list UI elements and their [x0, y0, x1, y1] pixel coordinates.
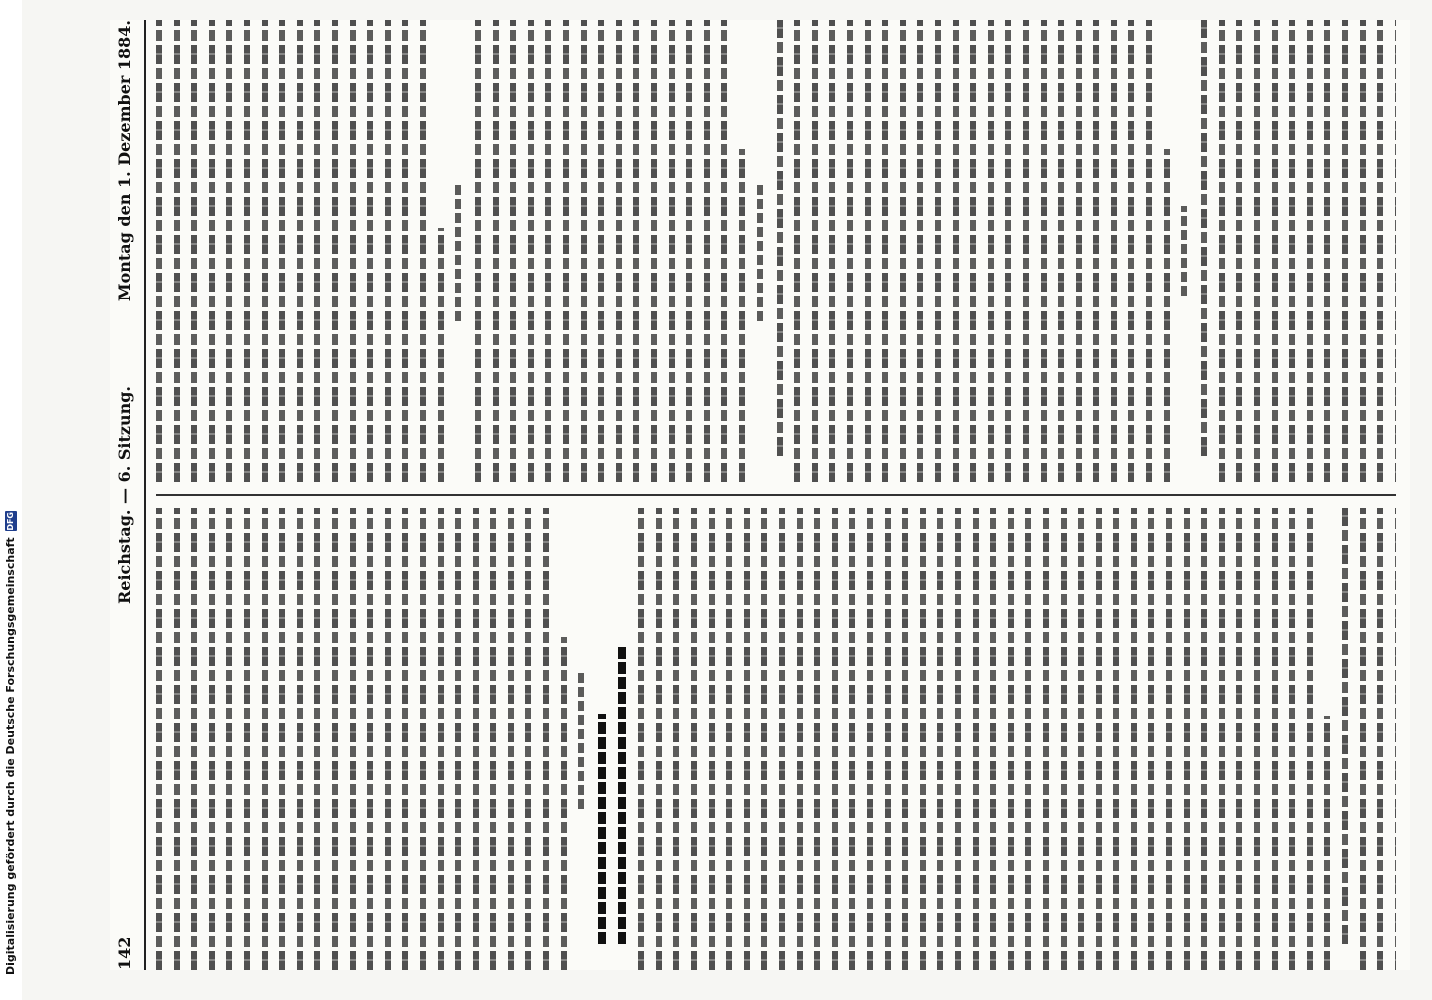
interjection-bravo-links [578, 669, 584, 809]
funding-note-text: Digitalisierung gefördert durch die Deutsche Forschungsgemeinschaft [4, 537, 17, 975]
funding-note-strip [0, 0, 22, 1000]
paragraph [156, 20, 444, 482]
funding-note [4, 15, 18, 975]
column-divider [156, 494, 1396, 496]
running-header [110, 20, 140, 970]
dfg-logo: DFG [6, 512, 15, 531]
speaker-heading-praesident [598, 714, 606, 944]
page-number: 142 [115, 936, 134, 970]
paragraph [638, 508, 1330, 970]
speaker-heading-reichskanzler [618, 644, 626, 944]
interjection-heiterkeit-rechts [455, 181, 461, 321]
paragraph [1342, 508, 1396, 970]
header-rule [144, 20, 146, 970]
paragraph [1201, 20, 1396, 482]
interjection-ruf-ja [1181, 206, 1187, 296]
paragraph [777, 20, 1170, 482]
paragraph [475, 20, 745, 482]
document-page [110, 20, 1410, 970]
text-column-left [156, 508, 1396, 970]
session-title: Reichstag. — 6. Sitzung. [115, 386, 134, 604]
interjection-heiterkeit [757, 181, 763, 321]
paragraph [156, 508, 567, 970]
text-column-right [156, 20, 1396, 482]
session-date: Montag den 1. Dezember 1884. [115, 20, 134, 302]
